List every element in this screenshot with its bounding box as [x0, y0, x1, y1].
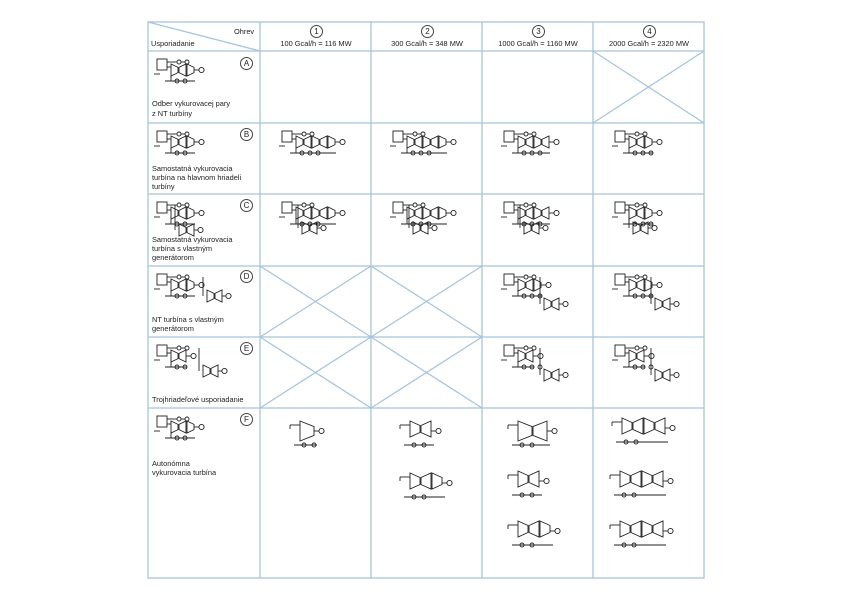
turbine-section — [179, 421, 186, 433]
turbine-section — [631, 471, 641, 487]
generator-symbol — [447, 480, 452, 485]
turbine-section — [320, 136, 327, 148]
generator-symbol — [544, 478, 549, 483]
autonomous-turbine-schematic — [612, 418, 675, 444]
turbine-section — [304, 207, 311, 219]
valve-symbol — [635, 203, 639, 207]
row-f-label-line1: Autonómna — [152, 459, 190, 468]
valve-symbol — [643, 203, 647, 207]
turbine-section — [320, 207, 327, 219]
turbine-section — [431, 136, 438, 148]
turbine-section — [328, 207, 335, 219]
turbine-section — [187, 207, 194, 219]
boiler-block — [615, 274, 625, 285]
row-a-label-line1: Odber vykurovacej pary — [152, 99, 231, 108]
generator-symbol — [674, 372, 679, 377]
row-letter-f: F — [240, 413, 253, 426]
boiler-block — [615, 345, 625, 356]
power-plant-schematic — [154, 59, 204, 83]
turbine-section — [187, 279, 194, 291]
generator-symbol — [563, 301, 568, 306]
turbine-section — [518, 136, 525, 148]
valve-symbol — [413, 132, 417, 136]
autonomous-turbine-schematic — [508, 471, 549, 497]
turbine-section — [203, 365, 210, 377]
generator-symbol — [543, 225, 548, 230]
turbine-section — [410, 421, 420, 437]
corner-label-heating: Ohrev — [234, 27, 255, 36]
turbine-section — [215, 290, 222, 302]
generator-symbol — [538, 353, 543, 358]
power-plant-schematic — [501, 131, 559, 155]
autonomous-turbine-schematic — [610, 521, 673, 547]
turbine-section — [533, 421, 547, 441]
turbine-section — [171, 279, 178, 291]
autonomous-turbine-schematic — [508, 521, 560, 547]
power-plant-schematic — [501, 202, 559, 234]
turbine-section — [642, 471, 652, 487]
power-plant-schematic — [612, 274, 679, 310]
boiler-block — [504, 345, 514, 356]
generator-symbol — [652, 225, 657, 230]
generator-symbol — [546, 282, 551, 287]
boiler-block — [157, 131, 167, 142]
row-f-label-line2: vykurovacia turbína — [152, 468, 217, 477]
turbine-section — [542, 207, 549, 219]
row-b-label-line2: turbína na hlavnom hriadeli — [152, 173, 242, 182]
turbine-section — [407, 207, 414, 219]
power-plant-schematic — [154, 274, 231, 302]
column-number-3: 3 — [532, 25, 545, 38]
valve-symbol — [177, 346, 181, 350]
valve-symbol — [524, 275, 528, 279]
generator-symbol — [226, 293, 231, 298]
power-plant-schematic — [154, 345, 227, 377]
valve-symbol — [185, 203, 189, 207]
turbine-section — [187, 64, 194, 76]
valve-symbol — [643, 132, 647, 136]
generator-symbol — [451, 139, 456, 144]
turbine-section — [637, 350, 644, 362]
turbine-section — [637, 279, 644, 291]
valve-symbol — [421, 203, 425, 207]
generator-symbol — [199, 424, 204, 429]
row-e-label-line1: Trojhriadeľové usporiadanie — [152, 395, 244, 404]
turbine-section — [620, 521, 630, 537]
boiler-block — [504, 202, 514, 213]
turbine-section — [620, 471, 630, 487]
turbine-section — [629, 279, 636, 291]
row-c-label-line2: turbína s vlastným — [152, 244, 212, 253]
valve-symbol — [532, 132, 536, 136]
generator-symbol — [319, 428, 324, 433]
turbine-section — [312, 207, 319, 219]
row-letter-d: D — [240, 270, 253, 283]
valve-symbol — [310, 203, 314, 207]
turbine-section — [187, 421, 194, 433]
column-label-2: 300 Gcal/h = 348 MW — [391, 39, 463, 48]
turbine-section — [622, 418, 632, 434]
row-letter-a: A — [240, 57, 253, 70]
row-letter-c: C — [240, 199, 253, 212]
valve-symbol — [185, 417, 189, 421]
power-plant-schematic — [154, 416, 204, 440]
generator-symbol — [432, 225, 437, 230]
turbine-section — [633, 418, 643, 434]
turbine-section — [518, 207, 525, 219]
corner-label-arrangement: Usporiadanie — [151, 39, 195, 48]
turbine-section — [629, 136, 636, 148]
generator-symbol — [199, 210, 204, 215]
column-number-1: 1 — [310, 25, 323, 38]
turbine-section — [644, 418, 654, 434]
autonomous-turbine-schematic — [610, 471, 673, 497]
column-number-4: 4 — [643, 25, 656, 38]
turbine-section — [631, 521, 641, 537]
boiler-block — [504, 131, 514, 142]
generator-symbol — [554, 210, 559, 215]
turbine-section — [629, 350, 636, 362]
boiler-block — [393, 131, 403, 142]
valve-symbol — [302, 203, 306, 207]
valve-symbol — [185, 60, 189, 64]
turbine-section — [518, 521, 528, 537]
boiler-block — [157, 202, 167, 213]
boiler-block — [615, 202, 625, 213]
turbine-section — [655, 418, 665, 434]
turbine-section — [653, 521, 663, 537]
turbine-section — [207, 290, 214, 302]
turbine-section — [534, 136, 541, 148]
power-plant-schematic — [501, 274, 568, 310]
generator-symbol — [321, 225, 326, 230]
valve-symbol — [177, 60, 181, 64]
row-c-label-line1: Samostatná vykurovacia — [152, 235, 233, 244]
generator-symbol — [657, 282, 662, 287]
turbine-section — [421, 473, 431, 489]
generator-symbol — [670, 425, 675, 430]
generator-symbol — [199, 139, 204, 144]
row-c-label-line3: generátorom — [152, 253, 194, 262]
turbine-section — [179, 207, 186, 219]
turbine-section — [296, 207, 303, 219]
boiler-block — [615, 131, 625, 142]
column-label-3: 1000 Gcal/h = 1160 MW — [498, 39, 578, 48]
autonomous-turbine-schematic — [290, 421, 324, 447]
column-label-1: 100 Gcal/h = 116 MW — [280, 39, 352, 48]
row-d-label-line2: generátorom — [152, 324, 194, 333]
turbine-section — [171, 136, 178, 148]
boiler-block — [157, 416, 167, 427]
generator-symbol — [451, 210, 456, 215]
row-b-label-line3: turbíny — [152, 182, 175, 191]
valve-symbol — [185, 275, 189, 279]
turbine-section — [529, 521, 539, 537]
generator-symbol — [436, 428, 441, 433]
turbine-section — [542, 136, 549, 148]
power-plant-schematic — [390, 131, 456, 155]
generator-symbol — [340, 210, 345, 215]
turbine-section — [421, 421, 431, 437]
turbine-section — [431, 207, 438, 219]
turbine-section — [187, 136, 194, 148]
boiler-block — [157, 59, 167, 70]
turbine-section — [439, 207, 446, 219]
row-b-label-line1: Samostatná vykurovacia — [152, 164, 233, 173]
turbine-section — [655, 298, 662, 310]
turbine-section — [518, 279, 525, 291]
turbine-section — [439, 136, 446, 148]
autonomous-turbine-schematic — [400, 421, 441, 447]
turbine-section — [179, 350, 186, 362]
valve-symbol — [532, 275, 536, 279]
generator-symbol — [649, 353, 654, 358]
turbine-section — [410, 473, 420, 489]
valve-symbol — [302, 132, 306, 136]
generator-symbol — [554, 139, 559, 144]
valve-symbol — [177, 275, 181, 279]
generator-symbol — [657, 210, 662, 215]
turbine-section — [179, 136, 186, 148]
turbine-section — [171, 64, 178, 76]
turbine-section — [407, 136, 414, 148]
power-plant-schematic — [612, 202, 662, 234]
turbine-section — [328, 136, 335, 148]
valve-symbol — [532, 346, 536, 350]
row-a-label-line2: z NT turbíny — [152, 109, 193, 118]
turbine-section — [432, 473, 442, 489]
turbine-section — [642, 521, 652, 537]
turbine-section — [312, 136, 319, 148]
row-d-label-line1: NT turbína s vlastným — [152, 315, 224, 324]
turbine-section — [304, 136, 311, 148]
boiler-block — [504, 274, 514, 285]
valve-symbol — [524, 132, 528, 136]
valve-symbol — [177, 132, 181, 136]
generator-symbol — [668, 528, 673, 533]
generator-symbol — [674, 301, 679, 306]
generator-symbol — [563, 372, 568, 377]
power-plant-schematic — [612, 345, 679, 381]
generator-symbol — [657, 139, 662, 144]
turbine-section — [637, 136, 644, 148]
generator-symbol — [552, 428, 557, 433]
turbine-section — [637, 207, 644, 219]
generator-symbol — [199, 67, 204, 72]
autonomous-turbine-schematic — [400, 473, 452, 499]
turbine-section — [171, 207, 178, 219]
boiler-block — [157, 345, 167, 356]
generator-symbol — [668, 478, 673, 483]
column-number-2: 2 — [421, 25, 434, 38]
generator-symbol — [340, 139, 345, 144]
turbine-section — [179, 279, 186, 291]
turbine-section — [645, 207, 652, 219]
turbine-section — [415, 207, 422, 219]
valve-symbol — [185, 346, 189, 350]
turbine-section — [540, 521, 550, 537]
turbine-section — [171, 350, 178, 362]
turbine-section — [296, 136, 303, 148]
turbine-section — [526, 350, 533, 362]
turbine-section — [526, 279, 533, 291]
row-letter-b: B — [240, 128, 253, 141]
boiler-block — [282, 202, 292, 213]
turbine-section — [415, 136, 422, 148]
valve-symbol — [524, 346, 528, 350]
valve-symbol — [524, 203, 528, 207]
boiler-block — [282, 131, 292, 142]
valve-symbol — [532, 203, 536, 207]
turbine-section — [518, 471, 528, 487]
boiler-block — [157, 274, 167, 285]
power-plant-schematic — [612, 131, 662, 155]
turbine-section — [171, 421, 178, 433]
valve-symbol — [310, 132, 314, 136]
generator-symbol — [198, 227, 203, 232]
turbine-section — [629, 207, 636, 219]
turbine-section — [653, 471, 663, 487]
turbine-section — [423, 136, 430, 148]
row-letter-e: E — [240, 342, 253, 355]
turbine-section — [552, 369, 559, 381]
generator-symbol — [555, 528, 560, 533]
turbine-section — [526, 136, 533, 148]
turbine-section — [544, 369, 551, 381]
valve-symbol — [643, 346, 647, 350]
turbine-section — [300, 421, 314, 441]
turbine-section — [518, 350, 525, 362]
generator-symbol — [191, 353, 196, 358]
power-plant-schematic — [154, 202, 204, 236]
valve-symbol — [421, 132, 425, 136]
generator-symbol — [222, 368, 227, 373]
turbine-section — [544, 298, 551, 310]
turbine-section — [663, 369, 670, 381]
turbine-section — [518, 421, 532, 441]
valve-symbol — [643, 275, 647, 279]
turbine-section — [645, 136, 652, 148]
valve-symbol — [635, 132, 639, 136]
power-plant-schematic — [154, 131, 204, 155]
valve-symbol — [413, 203, 417, 207]
turbine-section — [179, 64, 186, 76]
valve-symbol — [177, 417, 181, 421]
autonomous-turbine-schematic — [508, 421, 557, 447]
valve-symbol — [177, 203, 181, 207]
power-plant-schematic — [390, 202, 456, 234]
turbine-section — [526, 207, 533, 219]
turbine-section — [529, 471, 539, 487]
turbine-section — [211, 365, 218, 377]
power-plant-schematic — [279, 202, 345, 234]
valve-symbol — [185, 132, 189, 136]
turbine-section — [655, 369, 662, 381]
valve-symbol — [635, 275, 639, 279]
turbine-section — [663, 298, 670, 310]
column-label-4: 2000 Gcal/h = 2320 MW — [609, 39, 689, 48]
turbine-section — [552, 298, 559, 310]
valve-symbol — [635, 346, 639, 350]
turbine-section — [423, 207, 430, 219]
boiler-block — [393, 202, 403, 213]
turbine-section — [534, 207, 541, 219]
power-plant-schematic — [279, 131, 345, 155]
power-plant-schematic — [501, 345, 568, 381]
